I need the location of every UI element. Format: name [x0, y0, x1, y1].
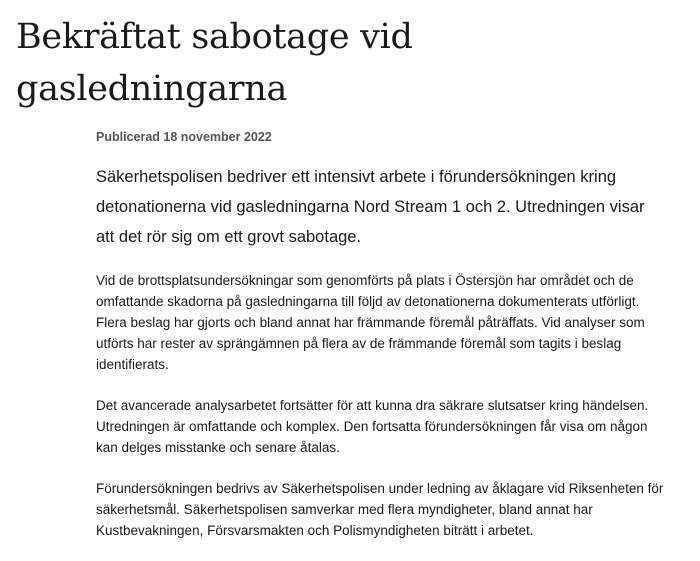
article-paragraph: Vid de brottsplatsundersökningar som genomförts på plats i Östersjön har området och de omfattande skadorna på gasledningarna till följd av detonationerna dokumenterats utförligt. Flera beslag har gjorts och bland annat har främmande föremål påträffats. Vid analyser som utförts har rester av sprängämnen på flera av de främmande föremål som tagits i beslag identifierats.	[96, 273, 645, 372]
article-body	[96, 128, 666, 561]
article-paragraph: Det avancerade analysarbetet fortsätter för att kunna dra säkrare slutsatser kring händelsen. Utredningen är omfattande och komplex. Den fortsatta förundersökningen får visa om någon kan delges misstanke och senare åtalas.	[96, 398, 649, 455]
article-paragraph: Förundersökningen bedrivs av Säkerhetspolisen under ledning av åklagare vid Riksenheten för säkerhetsmål. Säkerhetspolisen samverkar med flera myndigheter, bland annat har Kustbevakningen, Försvarsmakten och Polismyndigheten biträtt i arbetet.	[96, 481, 664, 538]
article-headline: Bekräftat sabotage vid gasledningarna	[16, 17, 413, 109]
publish-date: Publicerad 18 november 2022	[96, 130, 272, 144]
article-lead: Säkerhetspolisen bedriver ett intensivt arbete i förundersökningen kring detonationerna vid gasledningarna Nord Stream 1 och 2. Utredningen visar att det rör sig om ett grovt sabotage.	[96, 168, 645, 246]
